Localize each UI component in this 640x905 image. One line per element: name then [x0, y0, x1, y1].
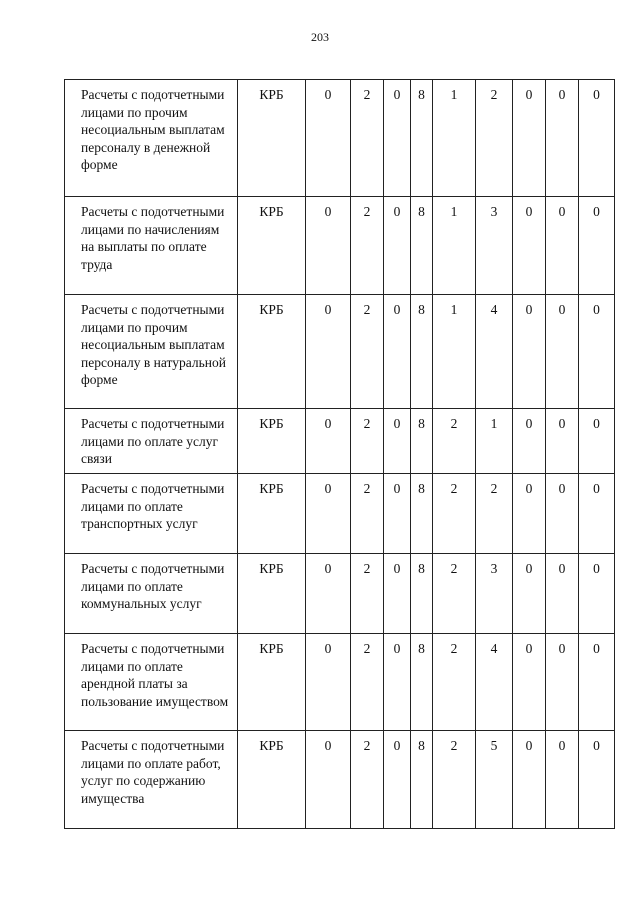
code-digit-cell: 0 — [384, 409, 411, 474]
code-digit-cell: 3 — [476, 554, 513, 634]
account-name-cell: Расчеты с подотчетными лицами по оплате арендной платы за пользование имуществом — [65, 634, 238, 731]
code-digit-cell: 0 — [384, 731, 411, 829]
code-digit-cell: 0 — [513, 197, 546, 295]
code-digit-cell: 8 — [411, 554, 433, 634]
code-digit-cell: 2 — [351, 197, 384, 295]
code-digit-cell: 2 — [351, 474, 384, 554]
code-digit-cell: 2 — [476, 80, 513, 197]
code-digit-cell: 0 — [384, 295, 411, 409]
code-digit-cell: 8 — [411, 731, 433, 829]
code-digit-cell: 0 — [579, 634, 615, 731]
code-digit-cell: 2 — [351, 634, 384, 731]
code-digit-cell: 0 — [306, 80, 351, 197]
code-digit-cell: 1 — [476, 409, 513, 474]
budget-type-cell: КРБ — [238, 554, 306, 634]
code-digit-cell: 0 — [384, 80, 411, 197]
table-row — [65, 554, 615, 634]
code-digit-cell: 5 — [476, 731, 513, 829]
code-digit-cell: 3 — [476, 197, 513, 295]
code-digit-cell: 0 — [306, 731, 351, 829]
code-digit-cell: 8 — [411, 474, 433, 554]
code-digit-cell: 0 — [579, 474, 615, 554]
table-body — [65, 80, 615, 829]
budget-type-cell: КРБ — [238, 295, 306, 409]
code-digit-cell: 2 — [433, 554, 476, 634]
code-digit-cell: 4 — [476, 634, 513, 731]
budget-type-cell: КРБ — [238, 634, 306, 731]
code-digit-cell: 0 — [513, 554, 546, 634]
code-digit-cell: 0 — [513, 295, 546, 409]
code-digit-cell: 0 — [546, 634, 579, 731]
code-digit-cell: 0 — [513, 474, 546, 554]
account-name-cell: Расчеты с подотчетными лицами по оплате транспортных услуг — [65, 474, 238, 554]
code-digit-cell: 2 — [351, 295, 384, 409]
code-digit-cell: 2 — [351, 409, 384, 474]
code-digit-cell: 8 — [411, 197, 433, 295]
accounts-table — [64, 79, 615, 829]
code-digit-cell: 0 — [306, 295, 351, 409]
code-digit-cell: 0 — [579, 731, 615, 829]
code-digit-cell: 2 — [433, 634, 476, 731]
code-digit-cell: 1 — [433, 80, 476, 197]
code-digit-cell: 2 — [351, 554, 384, 634]
budget-type-cell: КРБ — [238, 474, 306, 554]
code-digit-cell: 0 — [579, 409, 615, 474]
code-digit-cell: 0 — [546, 197, 579, 295]
code-digit-cell: 0 — [306, 474, 351, 554]
table-row — [65, 634, 615, 731]
account-name-cell: Расчеты с подотчетными лицами по оплате работ, услуг по содержанию имущества — [65, 731, 238, 829]
code-digit-cell: 8 — [411, 295, 433, 409]
account-name-cell: Расчеты с подотчетными лицами по оплате коммунальных услуг — [65, 554, 238, 634]
code-digit-cell: 0 — [579, 80, 615, 197]
code-digit-cell: 2 — [351, 731, 384, 829]
budget-type-cell: КРБ — [238, 197, 306, 295]
table-row — [65, 731, 615, 829]
table-row — [65, 295, 615, 409]
code-digit-cell: 2 — [433, 474, 476, 554]
account-name-cell: Расчеты с подотчетными лицами по прочим несоциальным выплатам персоналу в натуральной форме — [65, 295, 238, 409]
page-number: 203 — [311, 30, 329, 44]
code-digit-cell: 0 — [546, 80, 579, 197]
code-digit-cell: 8 — [411, 409, 433, 474]
code-digit-cell: 0 — [384, 634, 411, 731]
code-digit-cell: 1 — [433, 197, 476, 295]
code-digit-cell: 0 — [546, 474, 579, 554]
table-row — [65, 80, 615, 197]
budget-type-cell: КРБ — [238, 409, 306, 474]
code-digit-cell: 4 — [476, 295, 513, 409]
code-digit-cell: 2 — [433, 409, 476, 474]
account-name-cell: Расчеты с подотчетными лицами по начислениям на выплаты по оплате труда — [65, 197, 238, 295]
budget-type-cell: КРБ — [238, 731, 306, 829]
code-digit-cell: 0 — [384, 474, 411, 554]
code-digit-cell: 0 — [513, 80, 546, 197]
code-digit-cell: 0 — [579, 197, 615, 295]
account-name-cell: Расчеты с подотчетными лицами по оплате услуг связи — [65, 409, 238, 474]
code-digit-cell: 8 — [411, 634, 433, 731]
code-digit-cell: 0 — [546, 554, 579, 634]
code-digit-cell: 2 — [476, 474, 513, 554]
code-digit-cell: 0 — [384, 197, 411, 295]
code-digit-cell: 0 — [546, 409, 579, 474]
code-digit-cell: 1 — [433, 295, 476, 409]
code-digit-cell: 0 — [546, 295, 579, 409]
code-digit-cell: 2 — [351, 80, 384, 197]
code-digit-cell: 0 — [306, 409, 351, 474]
code-digit-cell: 0 — [384, 554, 411, 634]
table-row — [65, 409, 615, 474]
code-digit-cell: 0 — [579, 295, 615, 409]
code-digit-cell: 0 — [513, 409, 546, 474]
table-row — [65, 474, 615, 554]
code-digit-cell: 0 — [306, 634, 351, 731]
code-digit-cell: 0 — [306, 197, 351, 295]
code-digit-cell: 8 — [411, 80, 433, 197]
code-digit-cell: 0 — [306, 554, 351, 634]
account-name-cell: Расчеты с подотчетными лицами по прочим несоциальным выплатам персоналу в денежной форме — [65, 80, 238, 197]
code-digit-cell: 2 — [433, 731, 476, 829]
code-digit-cell: 0 — [579, 554, 615, 634]
code-digit-cell: 0 — [546, 731, 579, 829]
table-row — [65, 197, 615, 295]
code-digit-cell: 0 — [513, 634, 546, 731]
code-digit-cell: 0 — [513, 731, 546, 829]
budget-type-cell: КРБ — [238, 80, 306, 197]
